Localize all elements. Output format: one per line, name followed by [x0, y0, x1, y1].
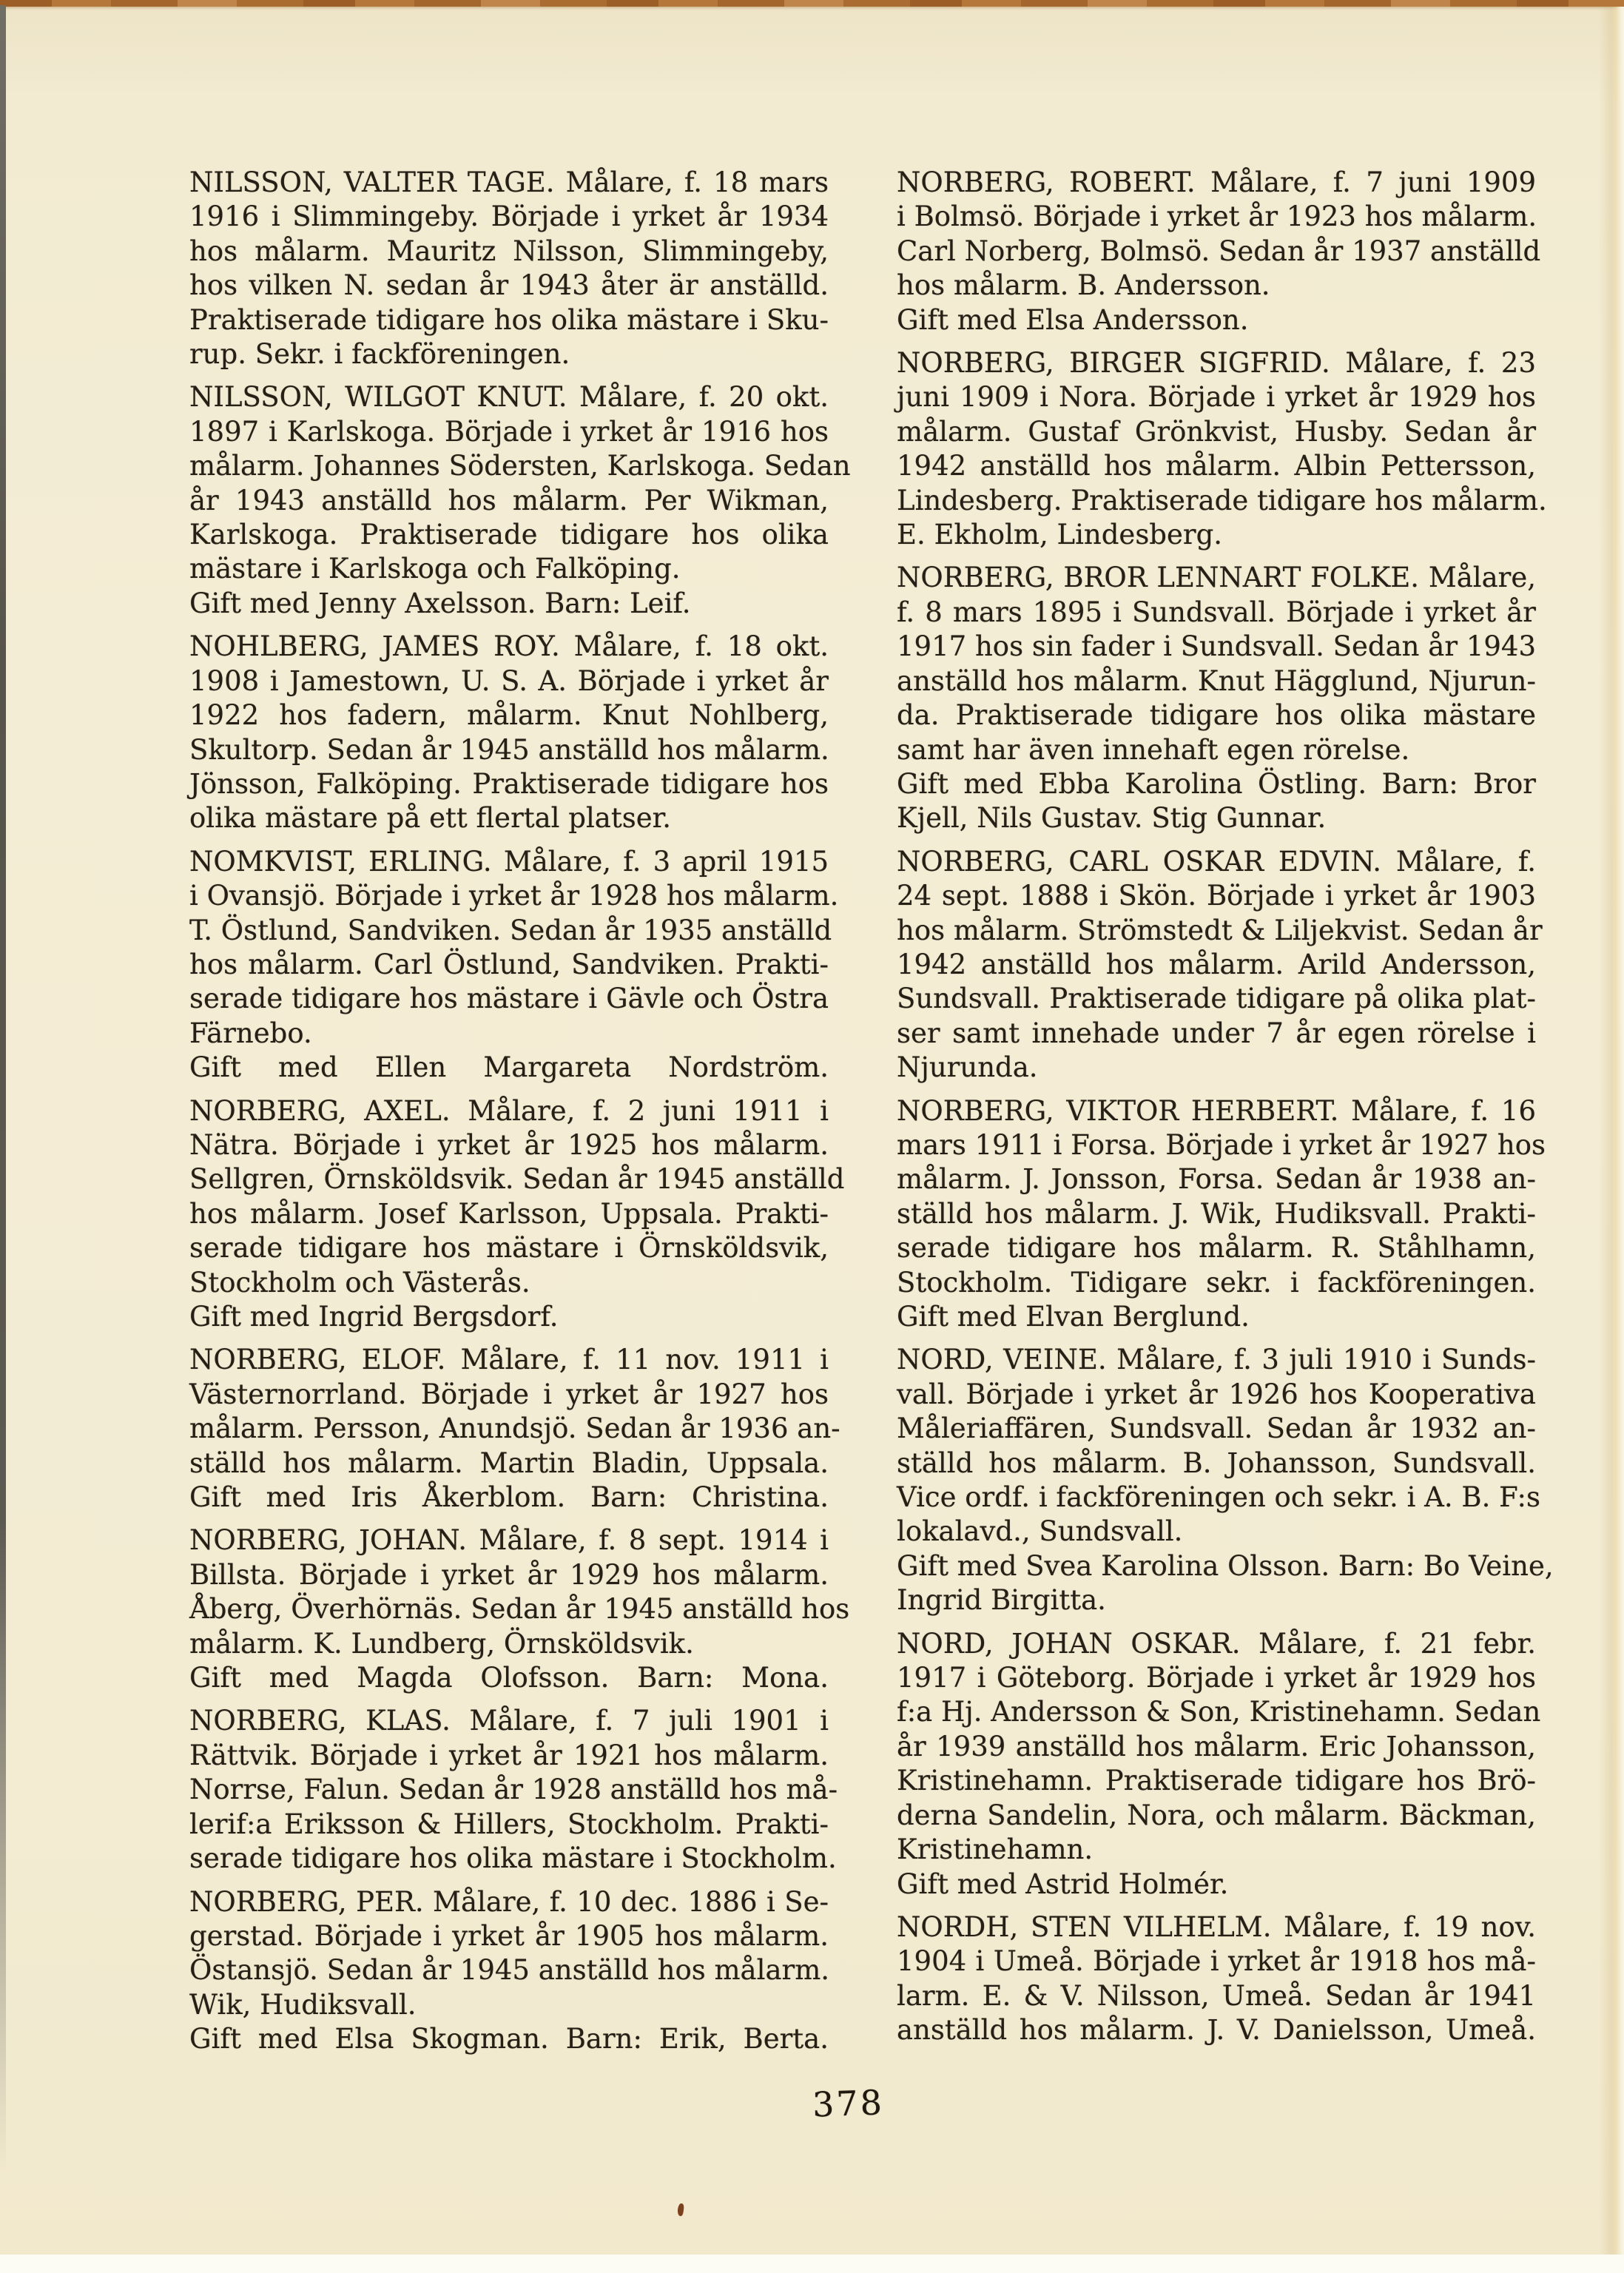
entry-line: Sellgren, Örnsköldsvik. Sedan år 1945 anställd — [189, 1163, 845, 1196]
entry-line: Kristinehamn. — [897, 1833, 1094, 1866]
entry-line: Vice ordf. i fackföreningen och sekr. i A. B. F:s — [897, 1481, 1540, 1514]
entry-line: målarm. J. Jonsson, Forsa. Sedan år 1938 an- — [897, 1163, 1536, 1196]
entry-line: NILSSON, WILGOT KNUT. Målare, f. 20 okt. — [189, 381, 829, 414]
entry-line: NORD, VEINE. Målare, f. 3 juli 1910 i Sunds- — [897, 1344, 1536, 1376]
entry-line: 1916 i Slimmingeby. Började i yrket år 1934 — [189, 201, 829, 233]
entry-line: mars 1911 i Forsa. Började i yrket år 1927 hos — [897, 1128, 1546, 1161]
entry-line: Ingrid Birgitta. — [897, 1584, 1106, 1617]
entry-line: mästare i Karlskoga och Falköping. — [189, 553, 681, 585]
entry-line: ställd hos målarm. B. Johansson, Sundsvall. — [897, 1447, 1536, 1479]
entry-line: serade tidigare hos målarm. R. Ståhlhamn, — [897, 1232, 1536, 1265]
directory-entry — [189, 166, 829, 371]
directory-entry — [897, 346, 1547, 552]
entry-line: Karlskoga. Praktiserade tidigare hos olika — [189, 519, 829, 551]
entry-line: NORBERG, PER. Målare, f. 10 dec. 1886 i Se- — [189, 1885, 829, 1918]
entry-line: Stockholm. Tidigare sekr. i fackföreningen. — [897, 1266, 1536, 1299]
directory-entry — [897, 845, 1543, 1085]
entry-line: E. Ekholm, Lindesberg. — [897, 519, 1223, 551]
entry-line: derna Sandelin, Nora, och målarm. Bäckman, — [897, 1799, 1536, 1831]
paper-speck — [677, 2203, 684, 2217]
entry-line: NORD, JOHAN OSKAR. Målare, f. 21 febr. — [897, 1627, 1536, 1660]
entry-line: olika mästare på ett flertal platser. — [189, 802, 671, 835]
entry-line: NORBERG, CARL OSKAR EDVIN. Målare, f. — [897, 845, 1536, 878]
entry-line: Billsta. Började i yrket år 1929 hos målarm. — [189, 1558, 829, 1591]
entry-line: NORBERG, ELOF. Målare, f. 11 nov. 1911 i — [189, 1344, 829, 1376]
entry-line: rup. Sekr. i fackföreningen. — [189, 338, 570, 371]
entry-line: Norrse, Falun. Sedan år 1928 anställd hos må- — [189, 1774, 838, 1806]
entry-line: Gift med Magda Olofsson. Barn: Mona. — [189, 1662, 829, 1694]
directory-entry — [189, 845, 839, 1085]
entry-line: Östansjö. Sedan år 1945 anställd hos målarm. — [189, 1954, 830, 1987]
entry-line: Gift med Astrid Holmér. — [897, 1868, 1229, 1900]
entry-line: Gift med Jenny Axelsson. Barn: Leif. — [189, 587, 691, 619]
entry-line: målarm. Gustaf Grönkvist, Husby. Sedan år — [897, 415, 1536, 448]
page-top-edge — [0, 0, 1624, 7]
entry-line: 1917 i Göteborg. Började i yrket år 1929 hos — [897, 1662, 1536, 1694]
entry-line: Kjell, Nils Gustav. Stig Gunnar. — [897, 802, 1327, 835]
entry-line: gerstad. Började i yrket år 1905 hos målarm. — [189, 1919, 829, 1952]
entry-line: målarm. Johannes Södersten, Karlskoga. Sedan — [189, 450, 851, 482]
entry-line: hos målarm. Strömstedt & Liljekvist. Sedan år — [897, 914, 1543, 946]
entry-line: år 1939 anställd hos målarm. Eric Johansson, — [897, 1730, 1536, 1762]
directory-entry — [897, 1627, 1541, 1902]
directory-entry — [897, 166, 1541, 337]
entry-line: NOMKVIST, ERLING. Målare, f. 3 april 1915 — [189, 845, 829, 878]
entry-line: Nätra. Började i yrket år 1925 hos målarm. — [189, 1128, 829, 1161]
entry-line: hos målarm. B. Andersson. — [897, 269, 1270, 302]
entry-line: Gift med Elsa Skogman. Barn: Erik, Berta. — [189, 2023, 829, 2055]
entry-line: Rättvik. Började i yrket år 1921 hos målarm. — [189, 1739, 829, 1771]
directory-entry — [189, 380, 851, 621]
entry-line: Färnebo. — [189, 1017, 312, 1049]
directory-entry — [189, 1704, 838, 1876]
entry-line: hos vilken N. sedan år 1943 åter är anställd. — [189, 269, 829, 302]
entry-line: 1942 anställd hos målarm. Arild Andersson, — [897, 948, 1536, 980]
entry-line: i Ovansjö. Började i yrket år 1928 hos målarm. — [189, 880, 839, 912]
entry-line: NORDH, STEN VILHELM. Målare, f. 19 nov. — [897, 1910, 1536, 1943]
entry-line: Praktiserade tidigare hos olika mästare i Sku- — [189, 303, 829, 336]
entry-line: Gift med Ellen Margareta Nordström. — [189, 1051, 829, 1084]
directory-entry — [189, 1885, 829, 2057]
entry-line: Skultorp. Sedan år 1945 anställd hos målarm. — [189, 733, 829, 766]
entry-line: Gift med Iris Åkerblom. Barn: Christina. — [189, 1481, 829, 1514]
entry-line: hos målarm. Josef Karlsson, Uppsala. Prakti- — [189, 1197, 829, 1230]
entry-line: 1897 i Karlskoga. Började i yrket år 1916 hos — [189, 415, 829, 448]
entry-line: T. Östlund, Sandviken. Sedan år 1935 anställd — [189, 914, 832, 946]
entry-line: NORBERG, VIKTOR HERBERT. Målare, f. 16 — [897, 1094, 1536, 1127]
entry-line: samt har även innehaft egen rörelse. — [897, 733, 1410, 766]
entry-line: Wik, Hudiksvall. — [189, 1988, 417, 2021]
entry-line: anställd hos målarm. J. V. Danielsson, Umeå. — [897, 2014, 1536, 2047]
entry-line: NORBERG, BROR LENNART FOLKE. Målare, — [897, 562, 1536, 594]
entry-line: anställd hos målarm. Knut Hägglund, Njurun- — [897, 664, 1536, 697]
entry-line: NORBERG, JOHAN. Målare, f. 8 sept. 1914 i — [189, 1524, 829, 1557]
entry-line: målarm. Persson, Anundsjö. Sedan år 1936 an- — [189, 1412, 840, 1445]
entry-line: Sundsvall. Praktiserade tidigare på olika plat- — [897, 983, 1536, 1015]
directory-column-right — [897, 166, 1554, 2057]
scanner-bottom-strip — [0, 2255, 1624, 2273]
entry-line: lokalavd., Sundsvall. — [897, 1515, 1183, 1548]
entry-line: NORBERG, AXEL. Målare, f. 2 juni 1911 i — [189, 1094, 829, 1127]
entry-line: Gift med Elsa Andersson. — [897, 303, 1249, 336]
entry-line: Jönsson, Falköping. Praktiserade tidigare hos — [189, 767, 829, 800]
page-left-edge — [0, 5, 6, 2173]
entry-line: år 1943 anställd hos målarm. Per Wikman, — [189, 484, 829, 516]
entry-line: Gift med Elvan Berglund. — [897, 1301, 1250, 1333]
entry-line: lerif:a Eriksson & Hillers, Stockholm. Prakti- — [189, 1808, 829, 1840]
entry-line: Åberg, Överhörnäs. Sedan år 1945 anställd hos — [189, 1593, 850, 1626]
entry-line: NILSSON, VALTER TAGE. Målare, f. 18 mars — [189, 166, 829, 198]
page-right-crease — [1599, 7, 1624, 2255]
entry-line: serade tidigare hos mästare i Örnsköldsvik, — [189, 1232, 829, 1265]
entry-line: ställd hos målarm. Martin Bladin, Uppsala. — [189, 1447, 829, 1479]
entry-line: ser samt innehade under 7 år egen rörelse i — [897, 1017, 1536, 1049]
entry-line: Gift med Ebba Karolina Östling. Barn: Bror — [897, 767, 1536, 800]
entry-line: hos målarm. Carl Östlund, Sandviken. Prakti- — [189, 948, 829, 980]
page-number: 378 — [812, 2082, 885, 2125]
directory-entry — [189, 1343, 840, 1515]
entry-line: 1917 hos sin fader i Sundsvall. Sedan år 1943 — [897, 630, 1536, 663]
entry-line: hos målarm. Mauritz Nilsson, Slimmingeby, — [189, 235, 829, 267]
entry-line: NORBERG, KLAS. Målare, f. 7 juli 1901 i — [189, 1705, 829, 1737]
entry-line: vall. Började i yrket år 1926 hos Kooperativa — [897, 1378, 1536, 1410]
entry-line: Gift med Svea Karolina Olsson. Barn: Bo Veine, — [897, 1549, 1554, 1582]
entry-line: serade tidigare hos mästare i Gävle och Östra — [189, 983, 829, 1015]
entry-line: i Bolmsö. Började i yrket år 1923 hos målarm. — [897, 201, 1537, 233]
entry-line: 1908 i Jamestown, U. S. A. Började i yrket år — [189, 664, 829, 697]
entry-line: 24 sept. 1888 i Skön. Började i yrket år 1903 — [897, 880, 1536, 912]
entry-line: Stockholm och Västerås. — [189, 1266, 530, 1299]
directory-entry — [189, 1094, 845, 1335]
entry-line: NORBERG, ROBERT. Målare, f. 7 juni 1909 — [897, 166, 1536, 198]
entry-line: ställd hos målarm. J. Wik, Hudiksvall. Prakti- — [897, 1197, 1536, 1230]
directory-entry — [897, 1343, 1554, 1617]
entry-line: larm. E. & V. Nilsson, Umeå. Sedan år 1941 — [897, 1979, 1536, 2012]
entry-line: Kristinehamn. Praktiserade tidigare hos Brö- — [897, 1765, 1536, 1797]
entry-line: NORBERG, BIRGER SIGFRID. Målare, f. 23 — [897, 347, 1536, 380]
entry-line: da. Praktiserade tidigare hos olika mästare — [897, 699, 1536, 732]
entry-line: serade tidigare hos olika mästare i Stockholm. — [189, 1842, 837, 1875]
entry-line: Carl Norberg, Bolmsö. Sedan år 1937 anställd — [897, 235, 1541, 267]
entry-line: NOHLBERG, JAMES ROY. Målare, f. 18 okt. — [189, 630, 829, 663]
directory-entry — [897, 1094, 1546, 1335]
directory-entry — [189, 1523, 850, 1695]
directory-entry — [189, 630, 829, 835]
directory-entry — [897, 561, 1536, 835]
directory-entry — [897, 1910, 1536, 2048]
entry-line: 1922 hos fadern, målarm. Knut Nohlberg, — [189, 699, 829, 732]
entry-line: Lindesberg. Praktiserade tidigare hos målarm. — [897, 484, 1547, 516]
entry-line: juni 1909 i Nora. Började i yrket år 1929 hos — [897, 381, 1536, 414]
entry-line: f. 8 mars 1895 i Sundsvall. Började i yrket år — [897, 596, 1536, 628]
entry-line: f:a Hj. Andersson & Son, Kristinehamn. Sedan — [897, 1696, 1541, 1728]
entry-line: 1904 i Umeå. Började i yrket år 1918 hos må- — [897, 1945, 1536, 1978]
entry-line: målarm. K. Lundberg, Örnsköldsvik. — [189, 1627, 694, 1660]
entry-line: 1942 anställd hos målarm. Albin Pettersson, — [897, 450, 1536, 482]
entry-line: Måleriaffären, Sundsvall. Sedan år 1932 an- — [897, 1412, 1536, 1445]
directory-column-left — [189, 166, 851, 2066]
entry-line: Västernorrland. Började i yrket år 1927 hos — [189, 1378, 829, 1410]
entry-line: Gift med Ingrid Bergsdorf. — [189, 1301, 559, 1333]
entry-line: Njurunda. — [897, 1051, 1038, 1084]
